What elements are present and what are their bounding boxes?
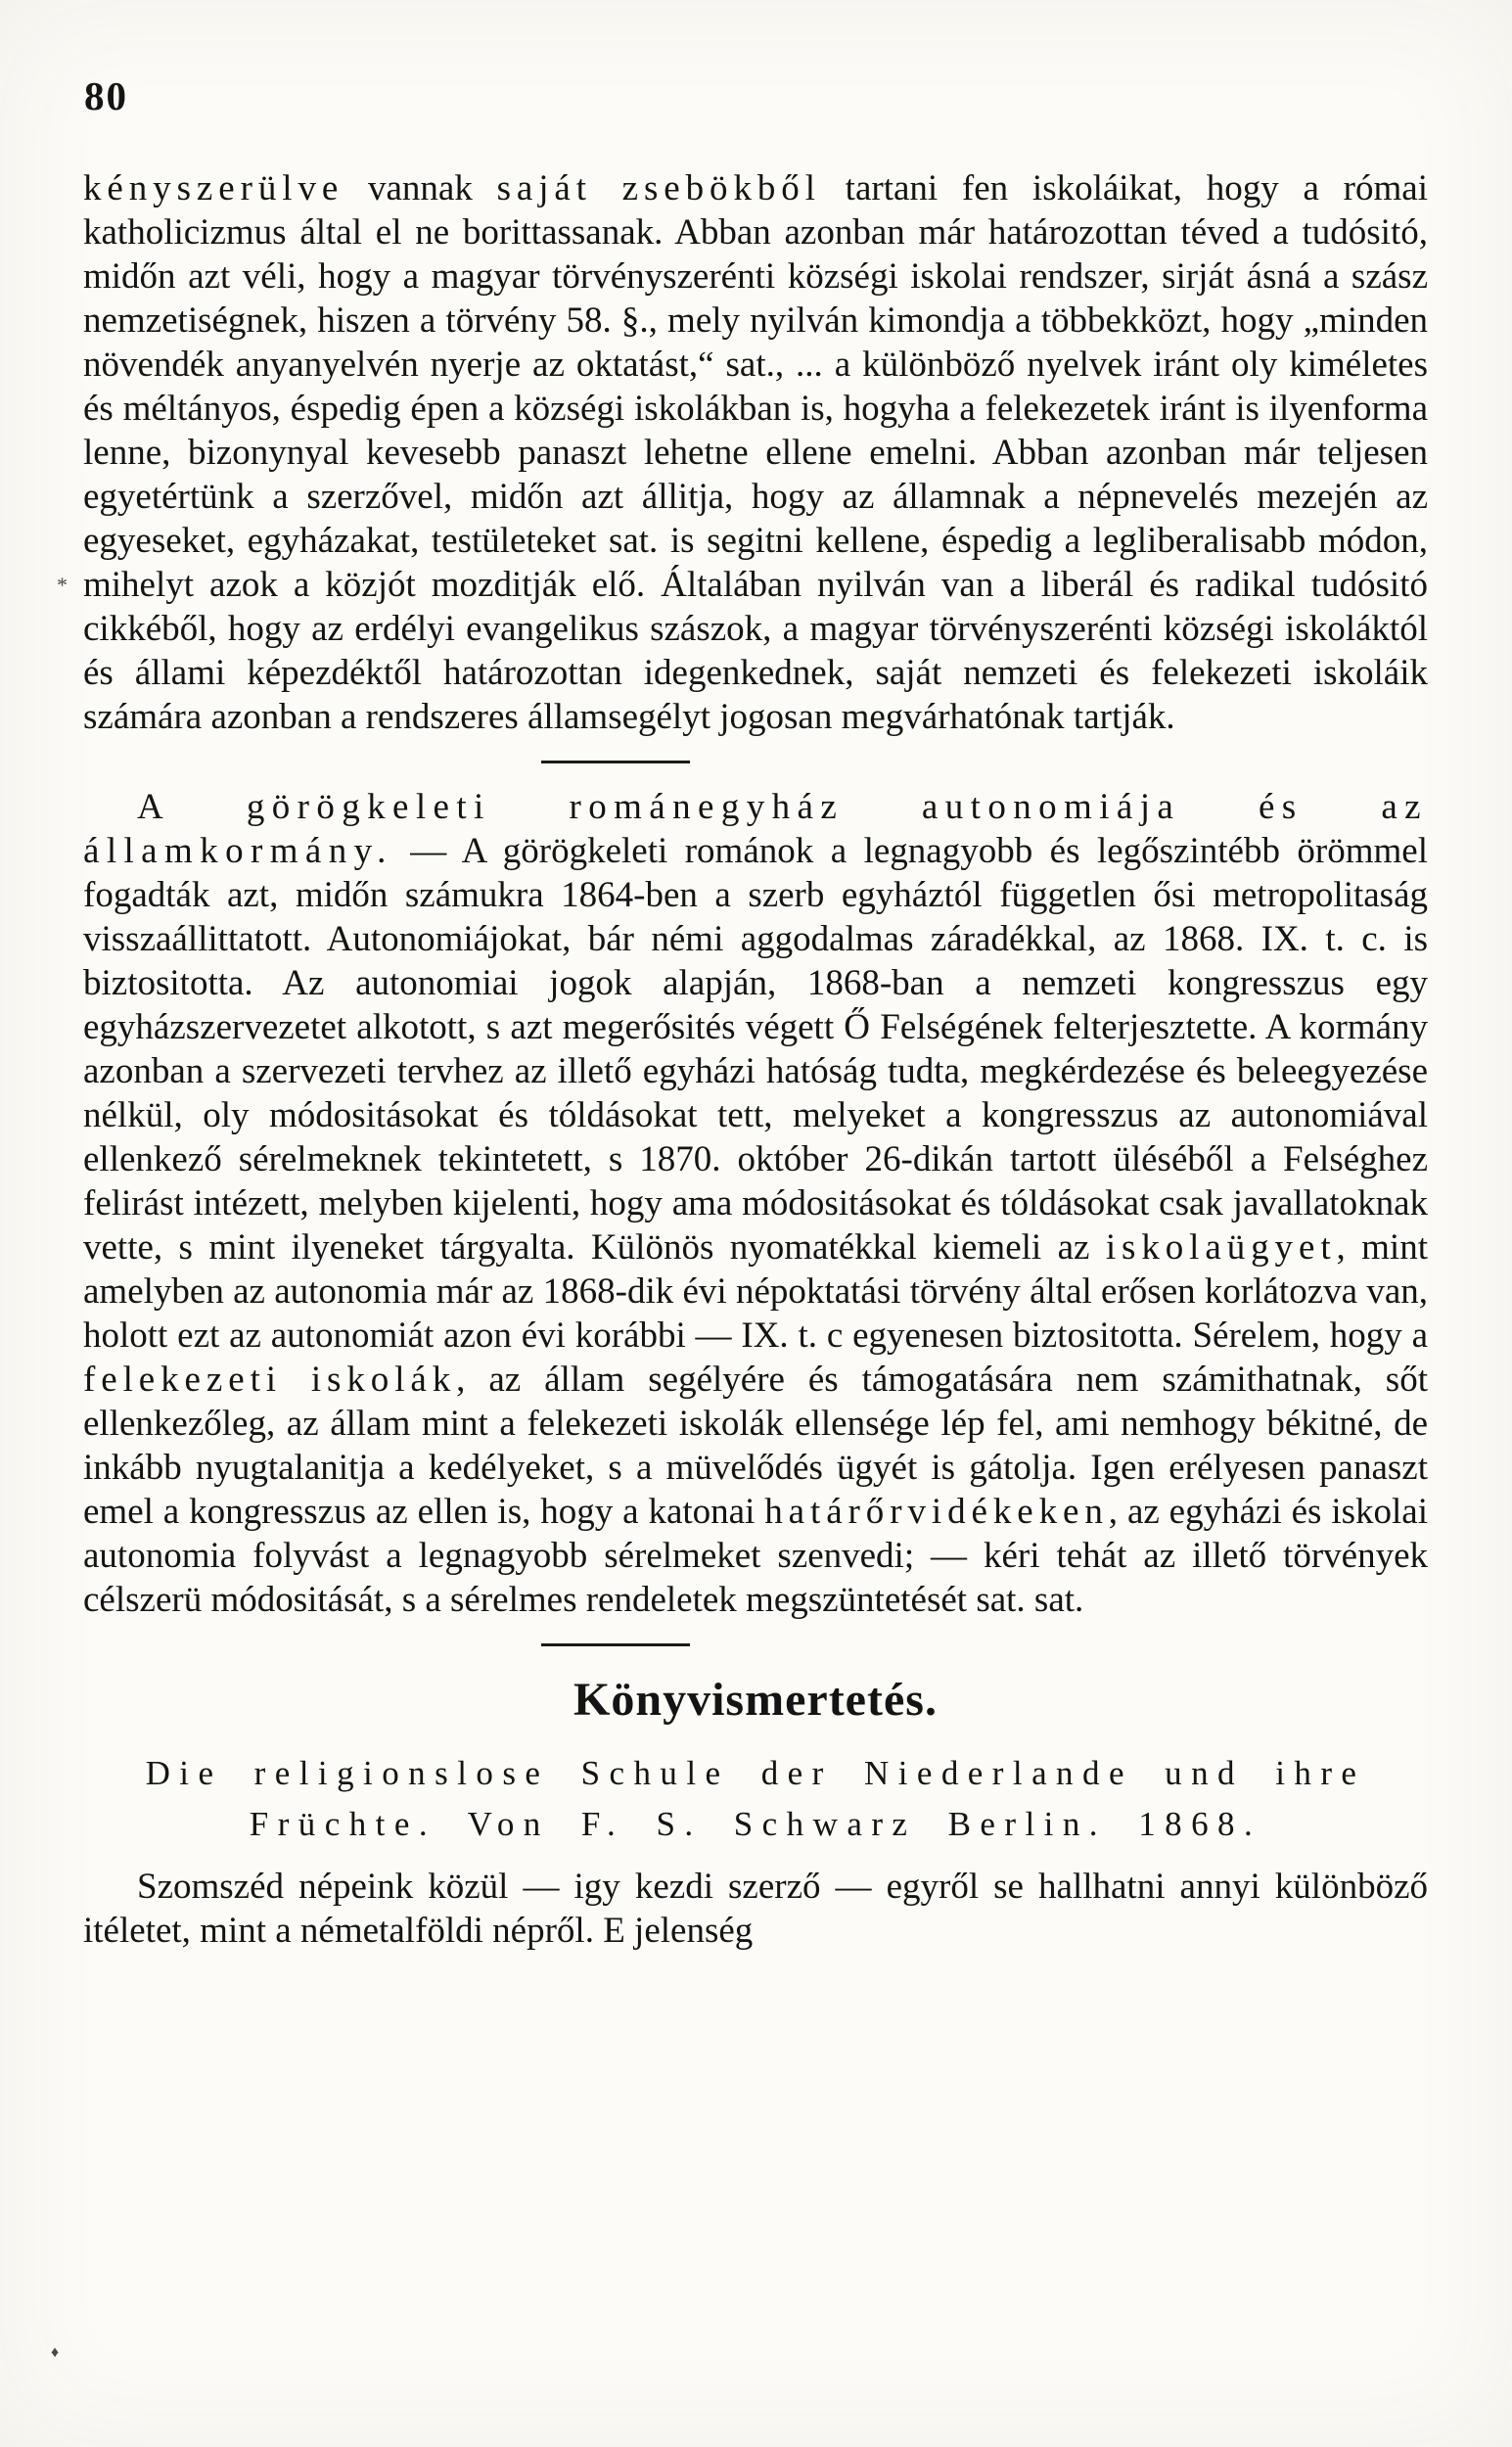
spaced-emphasis: határőrvidékeken: [764, 1492, 1109, 1532]
page-number: 80: [84, 73, 128, 118]
book-title: Die religionslose Schule der Niederlande und ihre Früchte. Von F. S. Schwarz Berlin. 1868.: [145, 1753, 1366, 1844]
spaced-emphasis: A görögkeleti románegyház autonomiája és az államkormány.: [83, 787, 1428, 871]
text-segment: vannak: [344, 168, 497, 208]
paragraph-review-intro: Szomszéd népeink közül — igy kezdi szerző — egyről se hallhatni annyi különböző itéletet, mint a németalföldi népről. E jelenség: [83, 1866, 1428, 1951]
spaced-emphasis: saját zsebökből: [496, 168, 821, 208]
paragraph-romanian-church-autonomy: [83, 785, 1428, 1622]
section-heading: Könyvismertetés.: [573, 1674, 938, 1726]
spaced-emphasis: kényszerülve: [83, 168, 344, 208]
spaced-emphasis: iskolaügyet: [1105, 1227, 1337, 1268]
section-divider: [541, 1643, 690, 1646]
paragraph-school-funding: [83, 166, 1428, 739]
spaced-emphasis: felekezeti iskolák: [83, 1360, 457, 1400]
text-segment: , mint amelyben az autonomia már az 1868-dik évi népoktatási törvény által erősen korlátozva van, holott ezt az autonomiát azon évi korábbi — IX. t. c egyenesen biztositotta. Sérelem, hogy a: [83, 1227, 1428, 1356]
margin-mark: *: [57, 573, 68, 597]
text-segment: tartani fen iskoláikat, hogy a római katholicizmus által el ne borittassanak. Abban azonban már határozottan téved a tudósitó, midőn azt véli, hogy a magyar törvényszerénti községi iskolai rendszer, sirját ásná a szász nemzetiségnek, hiszen a törvény 58. §., mely nyilván kimondja a többekközt, hogy „minden növendék anyanyelvén nyerje az oktatást,“ sat., ... a különböző nyelvek iránt oly kiméletes és méltányos, éspedig épen a községi iskolákban is, hogyha a felekezetek iránt is ilyenforma lenne, bizonynyal kevesebb panaszt lehetne ellene emelni. Abban azonban már teljesen egyetértünk a szerzővel, midőn azt állitja, hogy az államnak a népnevelés mezején az egyeseket, egyházakat, testületeket sat. is segitni kellene, éspedig a legliberalisabb módon, mihelyt azok a közjót mozditják elő. Általában nyilván van a liberál és radikal tudósitó cikkéből, hogy az erdélyi evangelikus szászok, a magyar törvényszerénti községi iskoláktól és állami képezdéktől határozottan idegenkednek, saját nemzeti és felekezeti iskoláik számára azonban a rendszeres államsegélyt jogosan megvárhatónak tartják.: [83, 168, 1428, 737]
text-segment: — A görögkeleti románok a legnagyobb és legőszintébb örömmel fogadták azt, midőn számukra 1864-ben a szerb egyháztól független ősi metropolitaság visszaállittatott. Autonomiájokat, bár némi aggodalmas záradékkal, az 1868. IX. t. c. is biztositotta. Az autonomiai jogok alapján, 1868-ban a nemzeti kongresszus egy egyházszervezetet alkotott, s azt megerősités végett Ő Felségének felterjesztette. A kormány azonban a szervezeti tervhez az illető egyházi hatóság tudta, megkérdezése és beleegyezése nélkül, oly módositásokat és tóldásokat tett, melyeket a kongresszus az autonomiával ellenkező sérelmeknek tekintetett, s 1870. október 26-dikán tartott üléséből a Felséghez felirást intézett, melyben kijelenti, hogy ama módositásokat és tóldásokat csak javallatoknak vette, s mint ilyeneket tárgyalta. Különös nyomatékkal kiemeli az: [83, 831, 1428, 1268]
text-segment: , az egyházi és iskolai autonomia folyvást a legnagyobb sérelmeket szenvedi; — kéri tehát az illető törvények célszerü módositását, s a sérelmes rendeletek megszüntetését sat. sat.: [83, 1492, 1428, 1620]
section-divider: [541, 761, 690, 763]
margin-mark: ♦: [51, 2344, 60, 2361]
text-segment: , az állam segélyére és támogatására nem számithatnak, sőt ellenkezőleg, az állam mint a felekezeti iskolák ellensége lép fel, ami nemhogy békitné, de inkább nyugtalanitja a kedélyeket, s a müvelődés ügyét is gátolja. Igen erélyesen panaszt emel a kongresszus az ellen is, hogy a katonai: [83, 1360, 1428, 1532]
page-body: [83, 166, 1428, 1953]
